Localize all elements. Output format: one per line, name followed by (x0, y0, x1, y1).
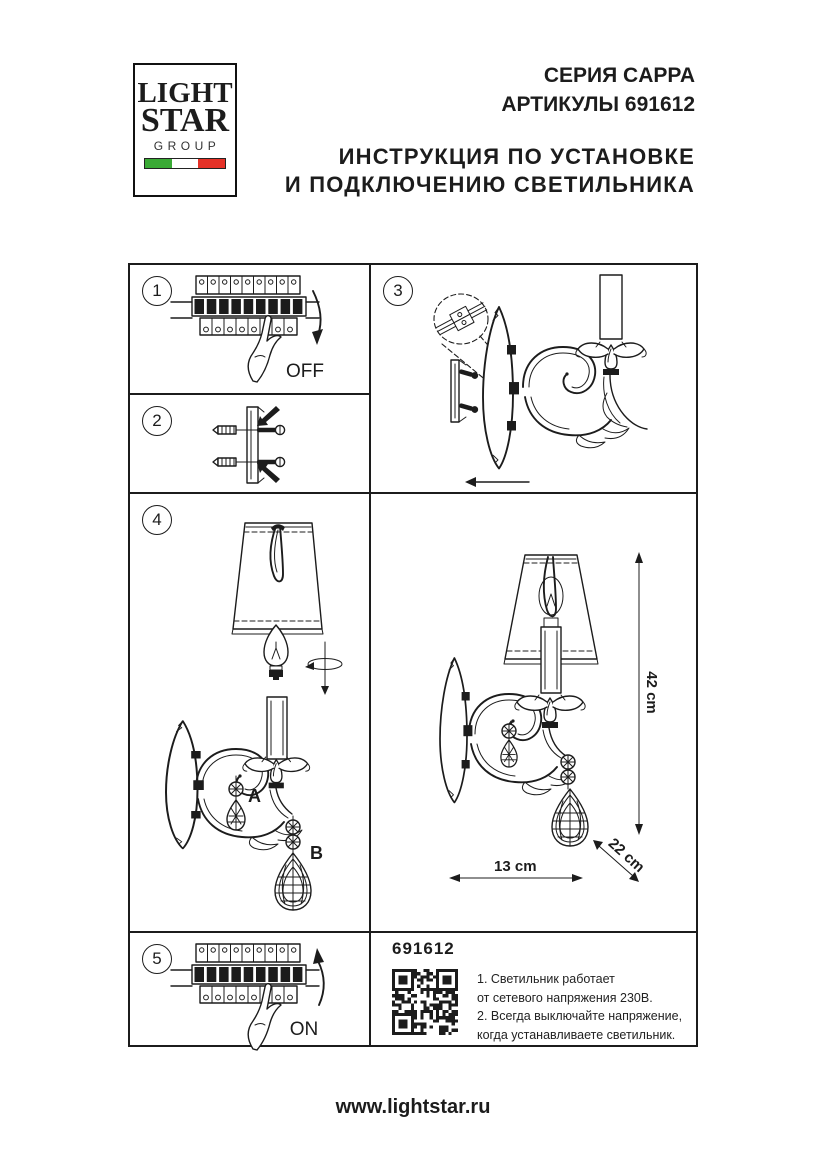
step-3-badge: 3 (383, 276, 413, 306)
leaf-crown (515, 695, 585, 728)
candle-bulb (264, 625, 288, 680)
instruction-line1: ИНСТРУКЦИЯ ПО УСТАНОВКЕ (338, 144, 695, 169)
pendant-a (227, 776, 245, 830)
qr-code (392, 969, 458, 1035)
pendant-b (275, 816, 311, 910)
flag-green (145, 159, 172, 168)
back-plate (166, 721, 204, 849)
articles-title: АРТИКУЛЫ 691612 (501, 92, 695, 116)
series-block (501, 62, 695, 118)
step-5-badge: 5 (142, 944, 172, 974)
info-panel (371, 933, 696, 1045)
step-4-panel (130, 494, 369, 931)
website-url: www.lightstar.ru (335, 1096, 491, 1118)
width-dimension-line (449, 874, 583, 882)
note-line-3: 2. Всегда выключайте напряжение, (477, 1009, 683, 1023)
lampshade (232, 523, 323, 634)
step-5-panel (130, 933, 369, 1045)
article-number: 691612 (392, 939, 455, 958)
pendant-a (501, 721, 517, 767)
candle-sleeve (267, 697, 287, 759)
candle-tube (600, 275, 622, 339)
on-label: ON (289, 1019, 319, 1040)
sconce-mounting-illustration (371, 265, 696, 492)
instruction-grid (128, 263, 698, 1047)
step-2-badge: 2 (142, 406, 172, 436)
safety-notes (477, 970, 682, 1044)
note-line-4: когда устанавливаете светильник. (477, 1027, 676, 1042)
socket (544, 618, 558, 627)
lightstar-logo (133, 63, 237, 197)
pendant-b-label: B (310, 843, 323, 863)
candle-sleeve (541, 627, 561, 693)
flag-white (172, 159, 199, 168)
flag-red (198, 159, 225, 168)
instruction-line2: И ПОДКЛЮЧЕНИЮ СВЕТИЛЬНИКА (284, 172, 695, 198)
depth-dimension: 22 cm (604, 834, 648, 877)
logo-word-light: LIGHT (137, 77, 233, 109)
dimensions-panel (371, 494, 696, 931)
step-4-badge: 4 (142, 505, 172, 535)
back-plate (483, 307, 519, 469)
terminal-block-inset (434, 298, 489, 339)
off-label: OFF (286, 361, 324, 382)
leaf-crown (243, 757, 310, 788)
assembly-exploded-illustration (130, 494, 369, 931)
step-1-panel (130, 265, 369, 393)
back-plate (440, 658, 472, 803)
leaf-crown (576, 342, 646, 375)
dowel-top (213, 426, 247, 434)
rotate-arrow (305, 642, 342, 695)
logo-word-star: STAR (140, 101, 230, 139)
pendant-a-label: A (248, 786, 261, 806)
note-line-2: от сетевого напряжения 230В. (477, 990, 653, 1005)
step-3-panel (371, 265, 696, 492)
width-dimension: 13 cm (494, 858, 537, 875)
screw-top (257, 425, 285, 434)
note-line-1: 1. Светильник работает (477, 972, 615, 986)
series-title: СЕРИЯ CAPPA (543, 64, 695, 87)
logo-word-group: GROUP (153, 139, 221, 154)
instruction-title (285, 143, 695, 199)
pendant-b (552, 755, 588, 846)
wall-bracket (451, 360, 479, 422)
step-1-badge: 1 (142, 276, 172, 306)
step-2-panel (130, 395, 369, 492)
italian-flag-stripe (144, 158, 226, 169)
height-dimension: 42 cm (642, 671, 660, 714)
dowel-bottom (213, 458, 247, 466)
